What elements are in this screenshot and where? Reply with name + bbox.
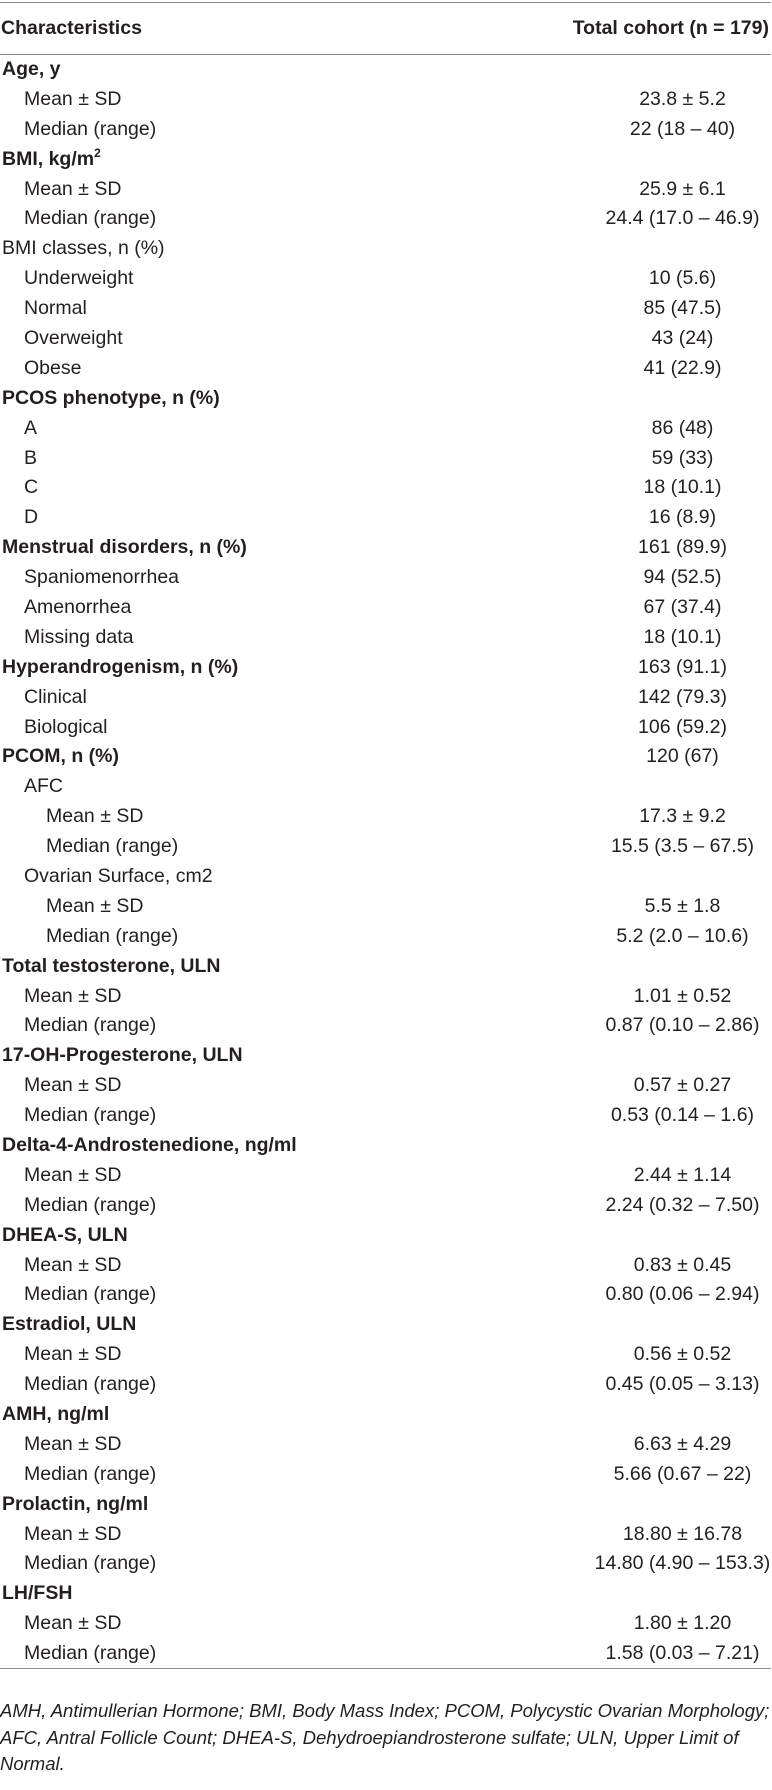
row-label: [0, 1429, 500, 1459]
row-label-text: Missing data: [24, 625, 134, 648]
row-label: [0, 712, 500, 742]
row-label-superscript: 2: [94, 145, 101, 160]
row-label: [0, 503, 500, 533]
table-row: [0, 593, 771, 623]
row-value: 6.63 ± 4.29: [633, 1432, 732, 1455]
row-value: 1.80 ± 1.20: [633, 1612, 732, 1635]
row-label-text: Mean ± SD: [24, 1343, 122, 1366]
row-label: [0, 832, 500, 862]
row-label-text: Mean ± SD: [24, 1612, 122, 1635]
row-label: [0, 652, 500, 682]
row-label-text: Mean ± SD: [24, 87, 122, 110]
row-label: [0, 802, 500, 832]
row-label-text: Mean ± SD: [24, 1522, 122, 1545]
row-label: [0, 55, 500, 85]
row-label: [0, 981, 500, 1011]
row-value: 0.87 (0.10 – 2.86): [605, 1014, 760, 1037]
row-value: [500, 862, 771, 892]
characteristics-table: [0, 2, 771, 1669]
row-label-text: Menstrual disorders, n (%): [2, 536, 247, 559]
row-label-text: BMI, kg/m: [2, 147, 95, 170]
row-value: [500, 1400, 771, 1430]
table-row: [0, 294, 771, 324]
row-label: [0, 1340, 500, 1370]
row-label-text: C: [24, 476, 39, 499]
table-row: [0, 1489, 771, 1519]
row-label-text: Hyperandrogenism, n (%): [2, 655, 239, 678]
table-header: [0, 3, 771, 55]
row-label-text: 17-OH-Progesterone, ULN: [2, 1044, 243, 1067]
row-value: 43 (24): [651, 326, 714, 349]
row-label-text: Mean ± SD: [24, 1432, 122, 1455]
row-label: [0, 1250, 500, 1280]
row-label-text: LH/FSH: [2, 1582, 73, 1605]
table-row: [0, 682, 771, 712]
table-row: [0, 1101, 771, 1131]
row-label-text: Median (range): [46, 924, 179, 947]
row-label-text: Estradiol, ULN: [2, 1313, 137, 1336]
row-label-text: Underweight: [24, 267, 134, 290]
row-label-text: Median (range): [24, 1373, 157, 1396]
row-label-text: Median (range): [24, 1104, 157, 1127]
table-row: [0, 772, 771, 802]
table-row: [0, 174, 771, 204]
table-row: [0, 563, 771, 593]
row-label: [0, 1280, 500, 1310]
table-row: [0, 891, 771, 921]
table-row: [0, 383, 771, 413]
row-label: [0, 1041, 500, 1071]
row-label: [0, 144, 500, 174]
row-label-text: Median (range): [24, 1462, 157, 1485]
table-row: [0, 1250, 771, 1280]
table-row: [0, 443, 771, 473]
table-row: [0, 114, 771, 144]
row-value: 161 (89.9): [638, 536, 727, 559]
row-value: 15.5 (3.5 – 67.5): [610, 835, 755, 858]
row-value: [500, 144, 771, 174]
row-value: 17.3 ± 9.2: [639, 805, 726, 828]
row-value: 106 (59.2): [638, 715, 727, 738]
row-label: [0, 264, 500, 294]
row-value: [500, 1220, 771, 1250]
table-row: [0, 1429, 771, 1459]
table-row: [0, 1459, 771, 1489]
row-label-text: Delta-4-Androstenedione, ng/ml: [2, 1134, 297, 1156]
row-label: [0, 114, 500, 144]
table-row: [0, 234, 771, 264]
row-value: 18 (10.1): [643, 625, 722, 648]
row-label-text: Mean ± SD: [24, 1074, 122, 1097]
table-row: [0, 473, 771, 503]
row-value: 18 (10.1): [643, 476, 722, 499]
row-value: 0.56 ± 0.52: [633, 1343, 732, 1366]
row-value: 59 (33): [651, 446, 714, 469]
row-label-text: Clinical: [24, 685, 87, 708]
table-row: [0, 533, 771, 563]
row-label: [0, 1639, 500, 1669]
row-value: [500, 234, 771, 264]
table-row: [0, 1340, 771, 1370]
row-label-text: Spaniomenorrhea: [24, 566, 180, 589]
row-label-text: Median (range): [24, 1283, 157, 1306]
row-label-text: Median (range): [24, 1641, 157, 1664]
row-label: [0, 413, 500, 443]
row-label: [0, 1579, 500, 1609]
row-value: [500, 1579, 771, 1609]
table-row: [0, 712, 771, 742]
row-value: 0.53 (0.14 – 1.6): [610, 1104, 755, 1127]
row-value: 120 (67): [646, 745, 719, 768]
table-row: [0, 1310, 771, 1340]
row-label: [0, 862, 500, 892]
row-label: [0, 84, 500, 114]
header-total-cohort: Total cohort (n = 179): [500, 3, 771, 55]
row-label: [0, 622, 500, 652]
row-label-text: AMH, ng/ml: [2, 1403, 110, 1426]
table-row: [0, 1131, 771, 1161]
row-label-text: Overweight: [24, 326, 123, 349]
row-label-text: Mean ± SD: [24, 1253, 122, 1276]
row-label-text: PCOS phenotype, n (%): [2, 386, 220, 409]
row-value: 142 (79.3): [638, 685, 727, 708]
table-row: [0, 862, 771, 892]
row-label: [0, 951, 500, 981]
table-row: [0, 1011, 771, 1041]
row-label: [0, 1549, 500, 1579]
row-label-text: B: [24, 446, 38, 469]
row-value: 0.57 ± 0.27: [633, 1074, 732, 1097]
row-label-text: Ovarian Surface, cm2: [24, 864, 213, 887]
row-value: 5.5 ± 1.8: [644, 894, 721, 917]
row-label: [0, 682, 500, 712]
row-label-text: DHEA-S, ULN: [2, 1223, 128, 1246]
row-value: 94 (52.5): [643, 566, 722, 589]
row-value: 163 (91.1): [638, 655, 727, 678]
row-label-text: PCOM, n (%): [2, 745, 119, 768]
row-label-text: Obese: [24, 356, 82, 379]
row-label: [0, 742, 500, 772]
row-label-text: AFC: [24, 775, 63, 798]
table-row: [0, 951, 771, 981]
table-row: [0, 144, 771, 174]
row-label-text: Mean ± SD: [46, 894, 144, 917]
row-label: [0, 921, 500, 951]
row-label: [0, 294, 500, 324]
row-value: [500, 772, 771, 802]
row-label: [0, 1519, 500, 1549]
table-row: [0, 981, 771, 1011]
row-label: [0, 1190, 500, 1220]
row-label: [0, 324, 500, 354]
row-label-text: Total testosterone, ULN: [2, 954, 221, 977]
table-row: [0, 264, 771, 294]
table-row: [0, 84, 771, 114]
row-value: [500, 1489, 771, 1519]
row-label-text: Age, y: [2, 58, 61, 81]
table-row: [0, 652, 771, 682]
row-label: [0, 1310, 500, 1340]
header-row: [0, 3, 771, 55]
row-label: [0, 891, 500, 921]
table-row: [0, 1190, 771, 1220]
row-label: [0, 1160, 500, 1190]
row-value: 5.66 (0.67 – 22): [613, 1462, 752, 1485]
row-label: [0, 1489, 500, 1519]
row-label-text: Median (range): [24, 1552, 157, 1575]
row-label: [0, 593, 500, 623]
row-value: 0.83 ± 0.45: [633, 1253, 732, 1276]
row-value: 5.2 (2.0 – 10.6): [616, 924, 749, 947]
table-row: [0, 1549, 771, 1579]
row-value: 85 (47.5): [643, 297, 722, 320]
row-value: 2.44 ± 1.14: [633, 1163, 732, 1186]
row-value: 41 (22.9): [643, 356, 722, 379]
table-row: [0, 742, 771, 772]
table-row: [0, 1041, 771, 1071]
row-value: 16 (8.9): [648, 506, 717, 529]
row-label-text: D: [24, 506, 39, 529]
row-label-text: Median (range): [46, 835, 179, 858]
row-value: [500, 1131, 771, 1161]
row-label-text: Mean ± SD: [24, 1163, 122, 1186]
row-label-text: Amenorrhea: [24, 595, 132, 618]
row-value: 2.24 (0.32 – 7.50): [605, 1193, 760, 1216]
row-value: 10 (5.6): [648, 267, 717, 290]
row-label-text: A: [24, 416, 38, 439]
row-label-text: Mean ± SD: [24, 984, 122, 1007]
row-label-text: Median (range): [24, 117, 157, 140]
row-label-text: Median (range): [24, 1193, 157, 1216]
row-value: [500, 951, 771, 981]
table-row: [0, 921, 771, 951]
row-value: 24.4 (17.0 – 46.9): [605, 207, 760, 230]
table-row: [0, 324, 771, 354]
row-value: 0.80 (0.06 – 2.94): [605, 1283, 760, 1306]
table-row: [0, 1160, 771, 1190]
row-label-text: BMI classes, n (%): [2, 237, 165, 260]
row-label-text: Prolactin, ng/ml: [2, 1492, 149, 1515]
row-label: [0, 772, 500, 802]
table-row: [0, 413, 771, 443]
row-label: [0, 1370, 500, 1400]
row-label: [0, 533, 500, 563]
row-value: 67 (37.4): [643, 595, 722, 618]
row-value: 25.9 ± 6.1: [639, 177, 726, 200]
header-characteristics: Characteristics: [0, 3, 500, 55]
row-label: [0, 174, 500, 204]
row-value: 23.8 ± 5.2: [639, 87, 726, 110]
table-row: [0, 832, 771, 862]
table-row: [0, 55, 771, 85]
row-value: [500, 1310, 771, 1340]
row-label: [0, 1400, 500, 1430]
row-label: [0, 1071, 500, 1101]
row-value: 0.45 (0.05 – 3.13): [605, 1373, 760, 1396]
row-value: 1.01 ± 0.52: [633, 984, 732, 1007]
row-label-text: Median (range): [24, 207, 157, 230]
row-label: [0, 1220, 500, 1250]
table-row: [0, 1519, 771, 1549]
row-label-text: Mean ± SD: [24, 177, 122, 200]
row-label: [0, 443, 500, 473]
row-label: [0, 234, 500, 264]
table-row: [0, 622, 771, 652]
row-value: 1.58 (0.03 – 7.21): [500, 1639, 771, 1669]
row-label: [0, 563, 500, 593]
table-row: [0, 1579, 771, 1609]
table-row: [0, 1609, 771, 1639]
row-value: [500, 383, 771, 413]
table-row: [0, 353, 771, 383]
row-value: [500, 1041, 771, 1071]
row-value: 22 (18 – 40): [629, 117, 736, 140]
table-row: [0, 1400, 771, 1430]
table-row: [0, 1639, 771, 1669]
table-row: [0, 1370, 771, 1400]
table-body: [0, 55, 771, 1669]
table-row: [0, 1280, 771, 1310]
table-row: [0, 1220, 771, 1250]
row-label: [0, 353, 500, 383]
table-footnote: AMH, Antimullerian Hormone; BMI, Body Mass Index; PCOM, Polycystic Ovarian Morphology; AFC, Antral Follicle Count; DHEA-S, Dehydroepiandrosterone sulfate; ULN, Upper Limit of Normal.: [0, 1700, 770, 1774]
row-label: [0, 1131, 500, 1161]
row-label-text: Biological: [24, 715, 108, 738]
row-label: [0, 1101, 500, 1131]
row-label: [0, 1459, 500, 1489]
table-row: [0, 1071, 771, 1101]
row-label-text: Median (range): [24, 1014, 157, 1037]
table-row: [0, 503, 771, 533]
row-label-text: Mean ± SD: [46, 805, 144, 828]
table-row: [0, 204, 771, 234]
row-value: 86 (48): [651, 416, 714, 439]
row-label: [0, 383, 500, 413]
row-label: [0, 1609, 500, 1639]
row-value: 14.80 (4.90 – 153.3): [594, 1552, 771, 1575]
row-label: [0, 473, 500, 503]
row-label-text: Normal: [24, 297, 87, 320]
table-row: [0, 802, 771, 832]
row-value: [500, 55, 771, 85]
row-value: 18.80 ± 16.78: [622, 1522, 743, 1545]
row-label: [0, 1011, 500, 1041]
row-label: [0, 204, 500, 234]
